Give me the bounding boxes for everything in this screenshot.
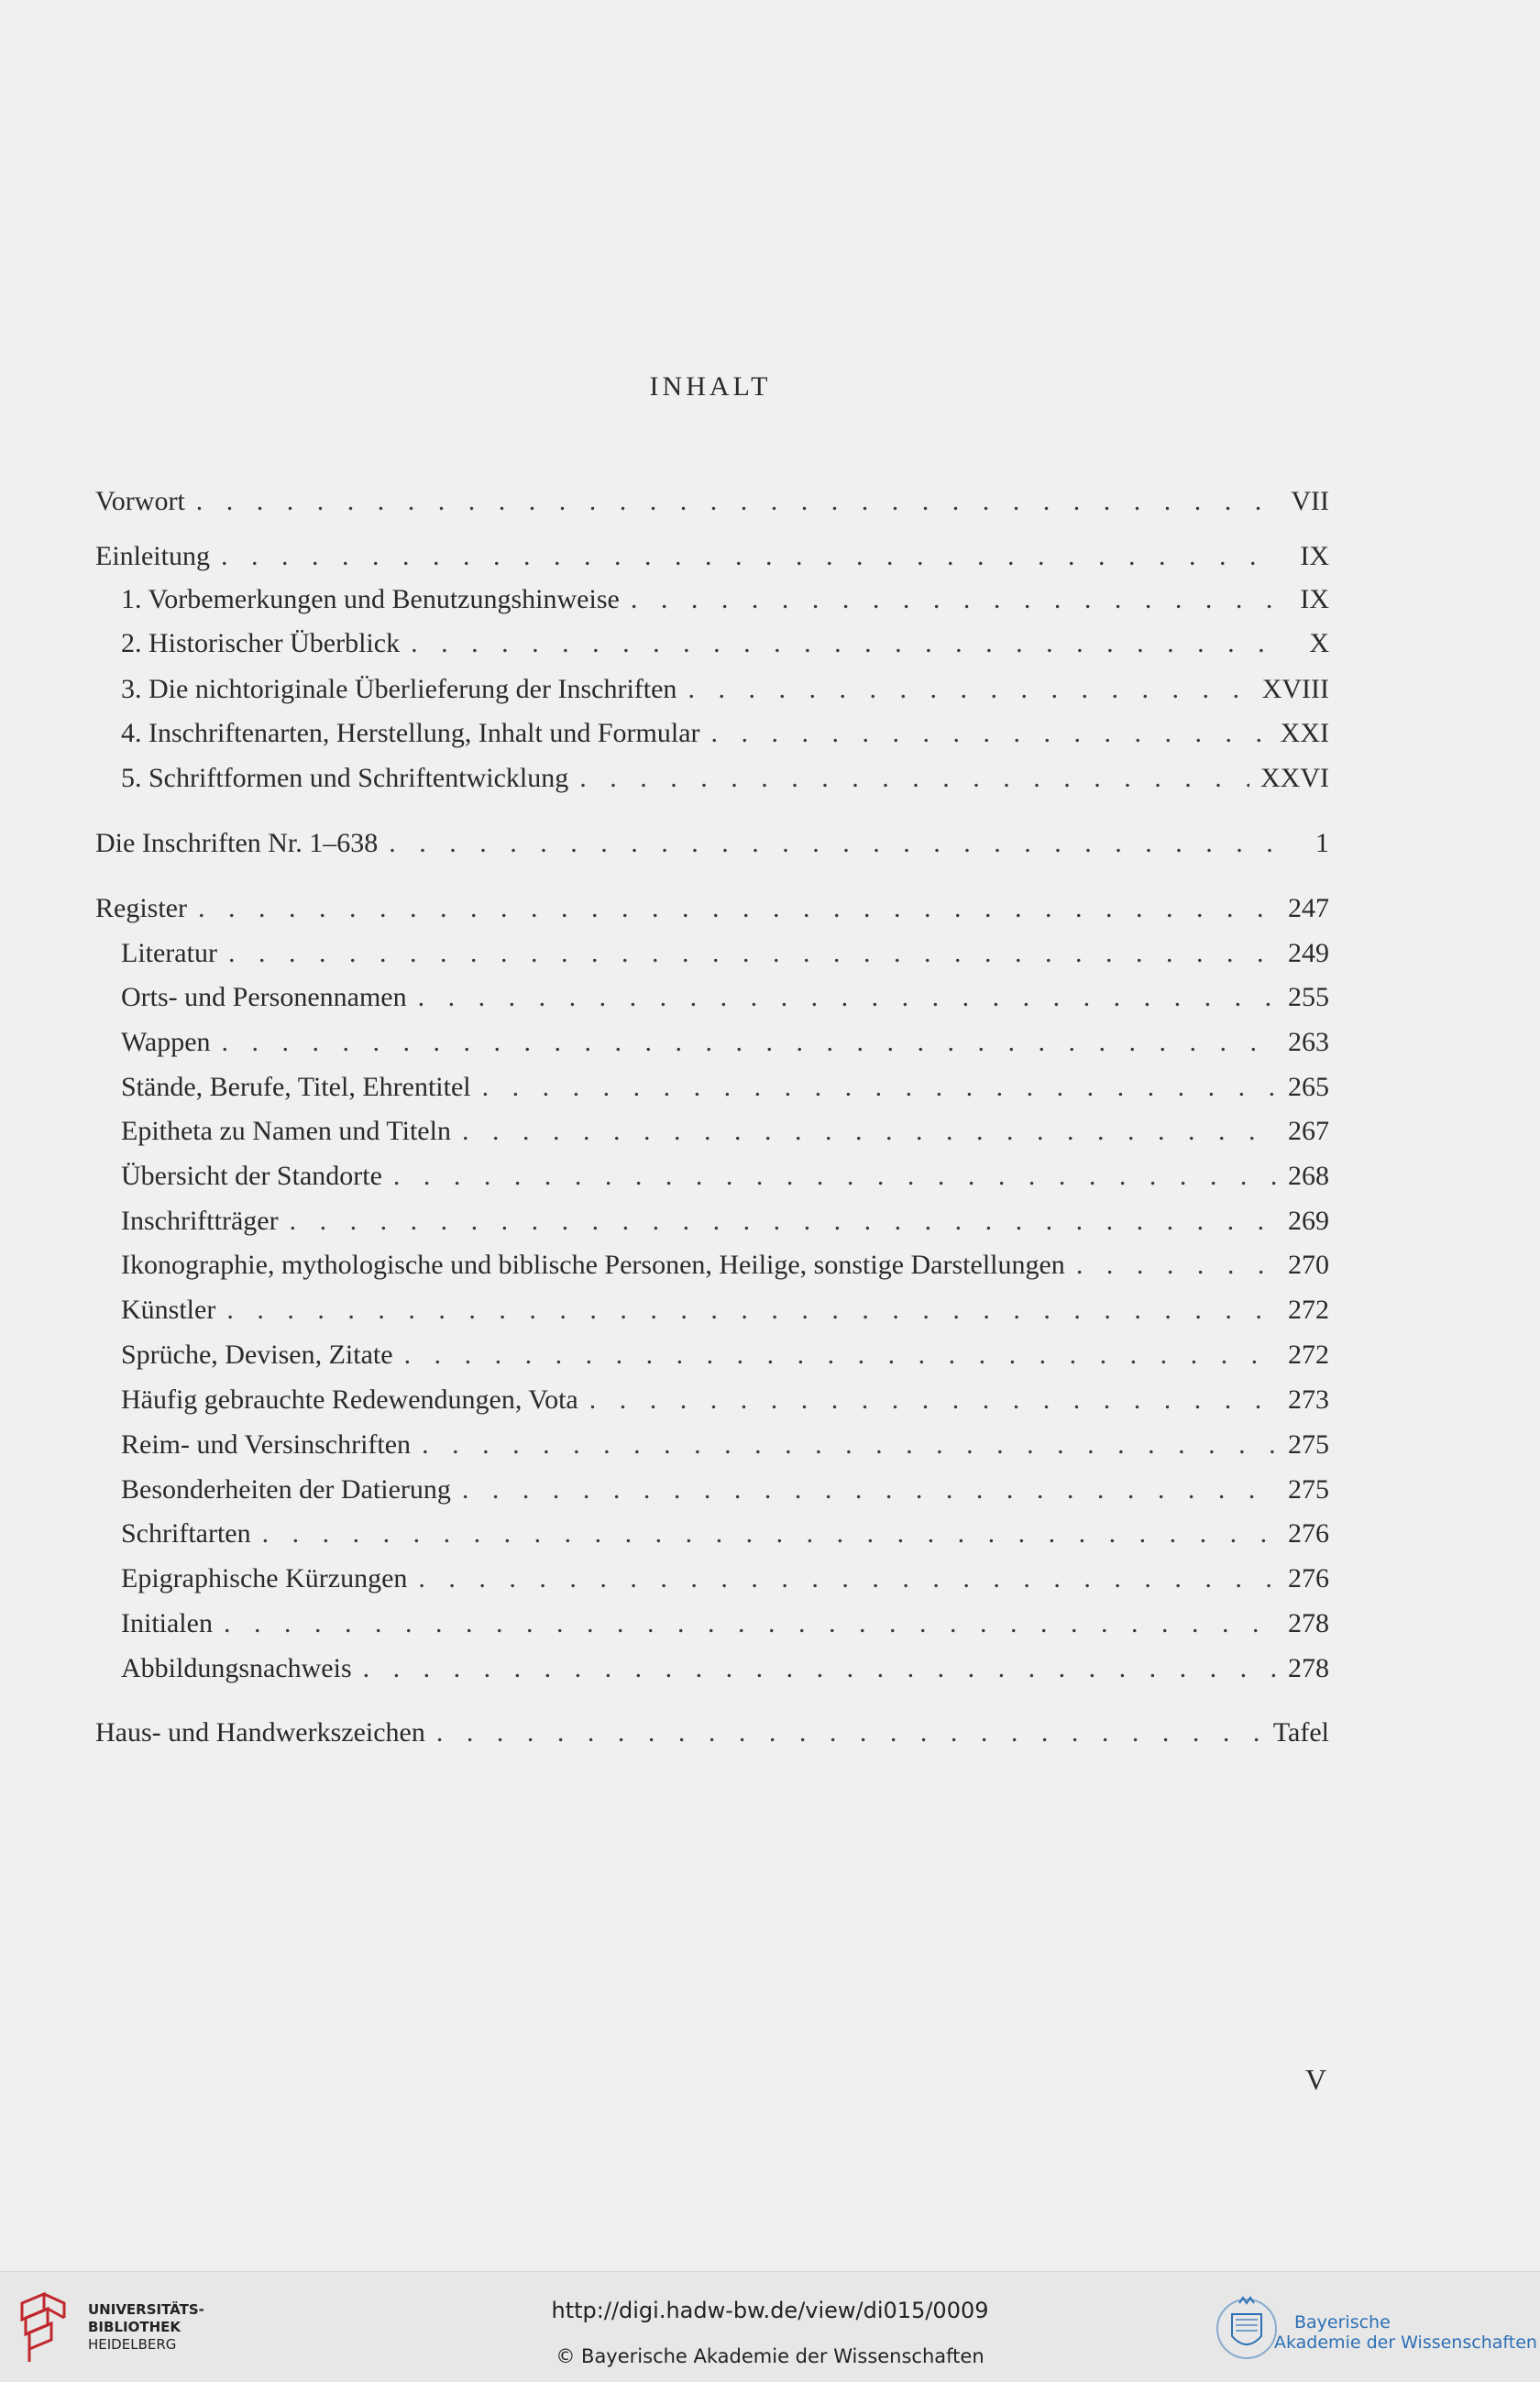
toc-entry-page: 275 [1288,1474,1329,1505]
toc-entry[interactable] [95,1206,1329,1246]
ub-name-line-2: BIBLIOTHEK [88,2319,181,2335]
toc-entry-label: 3. Die nichtoriginale Überlieferung der Inschriften [121,674,677,704]
toc-entry-page: 278 [1288,1608,1329,1638]
toc-entry-label: Literatur [121,938,217,968]
toc-leader-dots [462,1116,1277,1147]
toc-entry-label: Sprüche, Devisen, Zitate [121,1340,393,1370]
toc-leader-dots [462,1474,1277,1505]
toc-entry-page: 269 [1288,1206,1329,1236]
toc-leader-dots [688,674,1250,705]
toc-entry[interactable] [95,1563,1329,1604]
toc-entry-label: 4. Inschriftenarten, Herstellung, Inhalt und Formular [121,718,700,748]
toc-leader-dots [228,938,1277,969]
academy-name-line-2: Akademie der Wissenschaften [1274,2332,1537,2353]
toc-leader-dots [482,1072,1277,1103]
toc-entry-label: Vorwort [95,486,185,516]
toc-entry[interactable] [95,1340,1329,1380]
toc-entry-page: XXI [1280,718,1329,748]
toc-entry-page: 268 [1288,1161,1329,1191]
toc-leader-dots [262,1518,1277,1549]
toc-entry-page: 275 [1288,1429,1329,1460]
toc-leader-dots [711,718,1270,749]
toc-entry[interactable] [95,938,1329,978]
toc-entry-page: 1 [1315,828,1329,858]
toc-entry-label: Einleitung [95,541,210,571]
toc-entry-page: 272 [1288,1340,1329,1370]
toc-entry-label: Reim- und Versinschriften [121,1429,412,1460]
toc-entry[interactable] [95,1653,1329,1693]
toc-leader-dots [224,1608,1277,1639]
toc-entry[interactable] [95,763,1329,803]
toc-entry-label: Initialen [121,1608,213,1638]
toc-leader-dots [221,541,1282,572]
toc-entry[interactable] [95,718,1329,758]
permalink-url[interactable]: http://digi.hadw-bw.de/view/di015/0009 [551,2298,989,2323]
toc-entry-label: Ikonographie, mythologische und biblische Personen, Heilige, sonstige Darstellungen [121,1250,1065,1280]
academy-seal-icon[interactable] [1212,2292,1282,2367]
toc-entry-page: 263 [1288,1027,1329,1057]
toc-entry-label: Häufig gebrauchte Redewendungen, Vota [121,1384,578,1415]
toc-entry-page: 276 [1288,1563,1329,1594]
page-folio: V [1305,2063,1327,2096]
toc-leader-dots [579,763,1249,794]
toc-entry-page: 247 [1288,893,1329,923]
toc-entry[interactable] [95,1608,1329,1649]
toc-entry-page: VII [1291,486,1329,516]
ub-name-line-3: HEIDELBERG [88,2336,177,2353]
toc-entry-label: 5. Schriftformen und Schriftentwicklung [121,763,569,793]
toc-leader-dots [404,1340,1277,1371]
copyright-notice: © Bayerische Akademie der Wissenschaften [556,2345,984,2367]
toc-leader-dots [393,1161,1277,1192]
toc-leader-dots [196,486,1281,517]
toc-leader-dots [1076,1250,1277,1281]
toc-entry-label: Inschriftträger [121,1206,279,1236]
toc-entry-page: IX [1300,541,1329,571]
toc-entry-label: Abbildungsnachweis [121,1653,352,1683]
toc-entry[interactable] [95,893,1329,933]
toc-entry-label: Die Inschriften Nr. 1–638 [95,828,379,858]
toc-entry-page: 267 [1288,1116,1329,1146]
toc-leader-dots [436,1717,1262,1748]
toc-entry[interactable] [95,1161,1329,1201]
toc-entry-label: Stände, Berufe, Titel, Ehrentitel [121,1072,471,1102]
toc-leader-dots [418,1563,1277,1594]
toc-entry[interactable] [95,1027,1329,1067]
toc-entry[interactable] [95,1429,1329,1470]
toc-entry-page: 276 [1288,1518,1329,1549]
toc-entry[interactable] [95,1474,1329,1515]
toc-leader-dots [589,1384,1277,1416]
toc-entry-page: IX [1300,584,1329,614]
toc-entry-page: X [1309,628,1329,658]
toc-leader-dots [363,1653,1277,1684]
toc-entry-label: Künstler [121,1295,216,1325]
page-title: INHALT [649,371,772,402]
toc-entry-label: Epigraphische Kürzungen [121,1563,408,1594]
toc-leader-dots [222,1027,1277,1058]
toc-entry-page: 249 [1288,938,1329,968]
toc-leader-dots [290,1206,1277,1237]
toc-leader-dots [422,1429,1277,1461]
toc-entry[interactable] [95,584,1329,624]
ub-name-line-1: UNIVERSITÄTS- [88,2301,204,2318]
toc-entry-page: XXVI [1260,763,1329,793]
toc-leader-dots [418,982,1277,1013]
viewer-footer [0,2271,1540,2382]
toc-entry-page: 278 [1288,1653,1329,1683]
academy-name[interactable] [1274,2312,1537,2353]
toc-leader-dots [226,1295,1277,1326]
toc-entry[interactable] [95,541,1329,581]
toc-entry[interactable] [95,1717,1329,1758]
toc-entry-label: Übersicht der Standorte [121,1161,382,1191]
toc-entry-label: Epitheta zu Namen und Titeln [121,1116,451,1146]
toc-entry-page: 273 [1288,1384,1329,1415]
toc-entry[interactable] [95,982,1329,1022]
toc-entry[interactable] [95,628,1329,668]
toc-entry[interactable] [95,1384,1329,1425]
toc-entry[interactable] [95,1295,1329,1335]
toc-leader-dots [198,893,1277,924]
toc-entry[interactable] [95,1250,1329,1290]
toc-entry[interactable] [95,1072,1329,1112]
toc-entry-page: 272 [1288,1295,1329,1325]
toc-entry-label: Schriftarten [121,1518,251,1549]
toc-entry-page: 265 [1288,1072,1329,1102]
toc-leader-dots [411,628,1282,659]
academy-name-line-1: Bayerische [1294,2312,1391,2332]
toc-entry-label: Haus- und Handwerkszeichen [95,1717,425,1748]
toc-entry[interactable] [95,1116,1329,1156]
toc-entry-label: 1. Vorbemerkungen und Benutzungshinweise [121,584,620,614]
toc-leader-dots [631,584,1282,615]
toc-entry[interactable] [95,674,1329,714]
toc-entry-page: 270 [1288,1250,1329,1280]
toc-entry-label: Orts- und Personennamen [121,982,407,1012]
toc-entry[interactable] [95,828,1329,868]
toc-leader-dots [389,828,1282,859]
toc-entry-page: XVIII [1261,674,1329,704]
toc-entry-page: Tafel [1272,1717,1329,1748]
toc-entry-label: Register [95,893,187,923]
toc-entry[interactable] [95,486,1329,526]
toc-entry-label: Wappen [121,1027,211,1057]
toc-entry-label: Besonderheiten der Datierung [121,1474,451,1505]
toc-entry-page: 255 [1288,982,1329,1012]
toc-entry-label: 2. Historischer Überblick [121,628,401,658]
toc-entry[interactable] [95,1518,1329,1559]
